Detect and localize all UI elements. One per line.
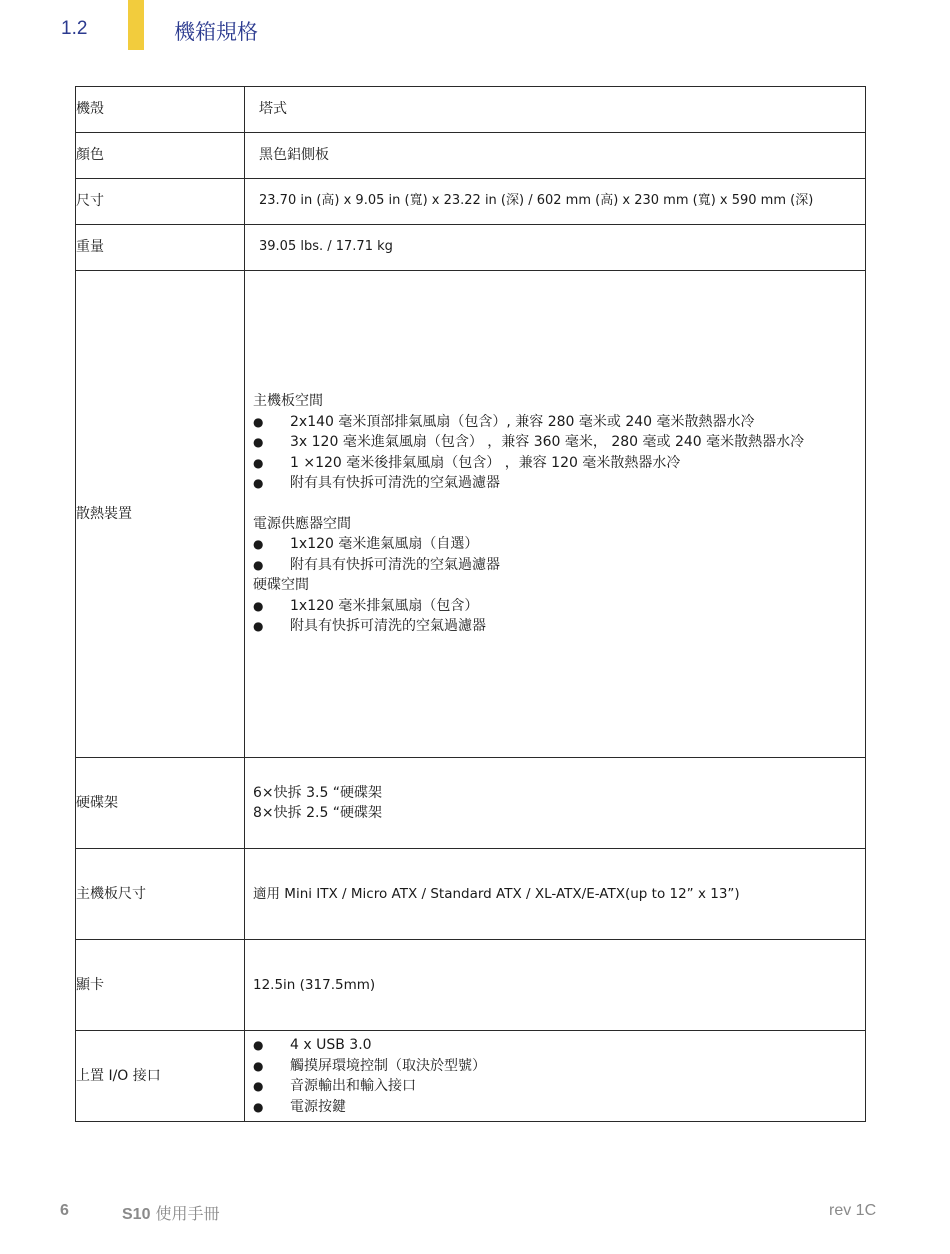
spec-row-chassis <box>76 87 866 133</box>
list-item: ● 音源輸出和輸入接口 <box>253 1076 865 1097</box>
spec-value-cooling <box>245 271 866 758</box>
io-list <box>253 1035 865 1117</box>
manual-title-text: 使用手冊 <box>150 1204 220 1223</box>
list-item: ● 2x140 毫米頂部排氣風扇（包含）, 兼容 280 毫米或 240 毫米散熱器水冷 <box>253 412 865 433</box>
spec-value-top-io <box>245 1031 866 1122</box>
cooling-group-heading: 主機板空間 <box>253 393 323 410</box>
list-item: ● 4 x USB 3.0 <box>253 1035 865 1056</box>
spec-row-weight <box>76 225 866 271</box>
spec-label: 硬碟架 <box>76 758 245 849</box>
cooling-list <box>253 534 865 575</box>
revision-label: rev 1C <box>829 1202 877 1219</box>
spec-value: 塔式 <box>245 87 866 133</box>
spec-row-gpu <box>76 940 866 1031</box>
spec-value: 23.70 in (高) x 9.05 in (寬) x 23.22 in (深) / 602 mm (高) x 230 mm (寬) x 590 mm (深) <box>245 179 866 225</box>
spec-row-motherboard <box>76 849 866 940</box>
drive-bay-line: 8×快拆 2.5 “硬碟架 <box>253 805 383 821</box>
spec-label: 散熱裝置 <box>76 271 245 758</box>
spec-value <box>245 758 866 849</box>
list-item: ● 3x 120 毫米進氣風扇（包含） ，兼容 360 毫米， 280 毫或 240 毫米散熱器水冷 <box>253 432 865 453</box>
list-item: ● 附具有快拆可清洗的空氣過濾器 <box>253 616 865 637</box>
spec-label: 機殼 <box>76 87 245 133</box>
cooling-group-psu <box>253 514 865 576</box>
list-item: ● 電源按鍵 <box>253 1097 865 1118</box>
spec-row-cooling <box>76 271 866 758</box>
list-item: ● 1 ×120 毫米後排氣風扇（包含） ，兼容 120 毫米散熱器水冷 <box>253 453 865 474</box>
spec-row-top-io <box>76 1031 866 1122</box>
list-item: ● 附有具有快拆可清洗的空氣過濾器 <box>253 473 865 494</box>
list-item: ● 1x120 毫米進氣風扇（自選） <box>253 534 865 555</box>
spec-label: 主機板尺寸 <box>76 849 245 940</box>
cooling-group-motherboard <box>253 391 865 494</box>
cooling-group-drive <box>253 575 865 637</box>
list-item: ● 1x120 毫米排氣風扇（包含） <box>253 596 865 617</box>
cooling-group-heading: 硬碟空間 <box>253 577 309 594</box>
cooling-list <box>253 596 865 637</box>
section-title: 機箱規格 <box>174 20 258 44</box>
spec-label: 上置 I/O 接口 <box>76 1031 245 1122</box>
section-accent-bar <box>128 0 144 50</box>
cooling-group-heading: 電源供應器空間 <box>253 515 351 532</box>
page-number: 6 <box>60 1202 69 1219</box>
spec-label: 顏色 <box>76 133 245 179</box>
manual-model: S10 <box>122 1206 151 1223</box>
spec-value: 適用 Mini ITX / Micro ATX / Standard ATX / XL-ATX/E-ATX(up to 12” x 13”) <box>245 849 866 940</box>
spec-row-drive-bays <box>76 758 866 849</box>
spec-row-dimensions <box>76 179 866 225</box>
spec-label: 重量 <box>76 225 245 271</box>
spec-table <box>75 86 866 1122</box>
spec-value: 12.5in (317.5mm) <box>245 940 866 1031</box>
spec-value: 黑色鋁側板 <box>245 133 866 179</box>
manual-title <box>122 1201 220 1224</box>
list-item: ● 觸摸屏環境控制（取決於型號） <box>253 1056 865 1077</box>
spec-row-color <box>76 133 866 179</box>
spec-label: 顯卡 <box>76 940 245 1031</box>
drive-bay-line: 6×快拆 3.5 “硬碟架 <box>253 784 383 801</box>
list-item: ● 附有具有快拆可清洗的空氣過濾器 <box>253 555 865 576</box>
cooling-list <box>253 412 865 494</box>
section-number: 1.2 <box>61 18 88 39</box>
spec-value: 39.05 lbs. / 17.71 kg <box>245 225 866 271</box>
spec-label: 尺寸 <box>76 179 245 225</box>
